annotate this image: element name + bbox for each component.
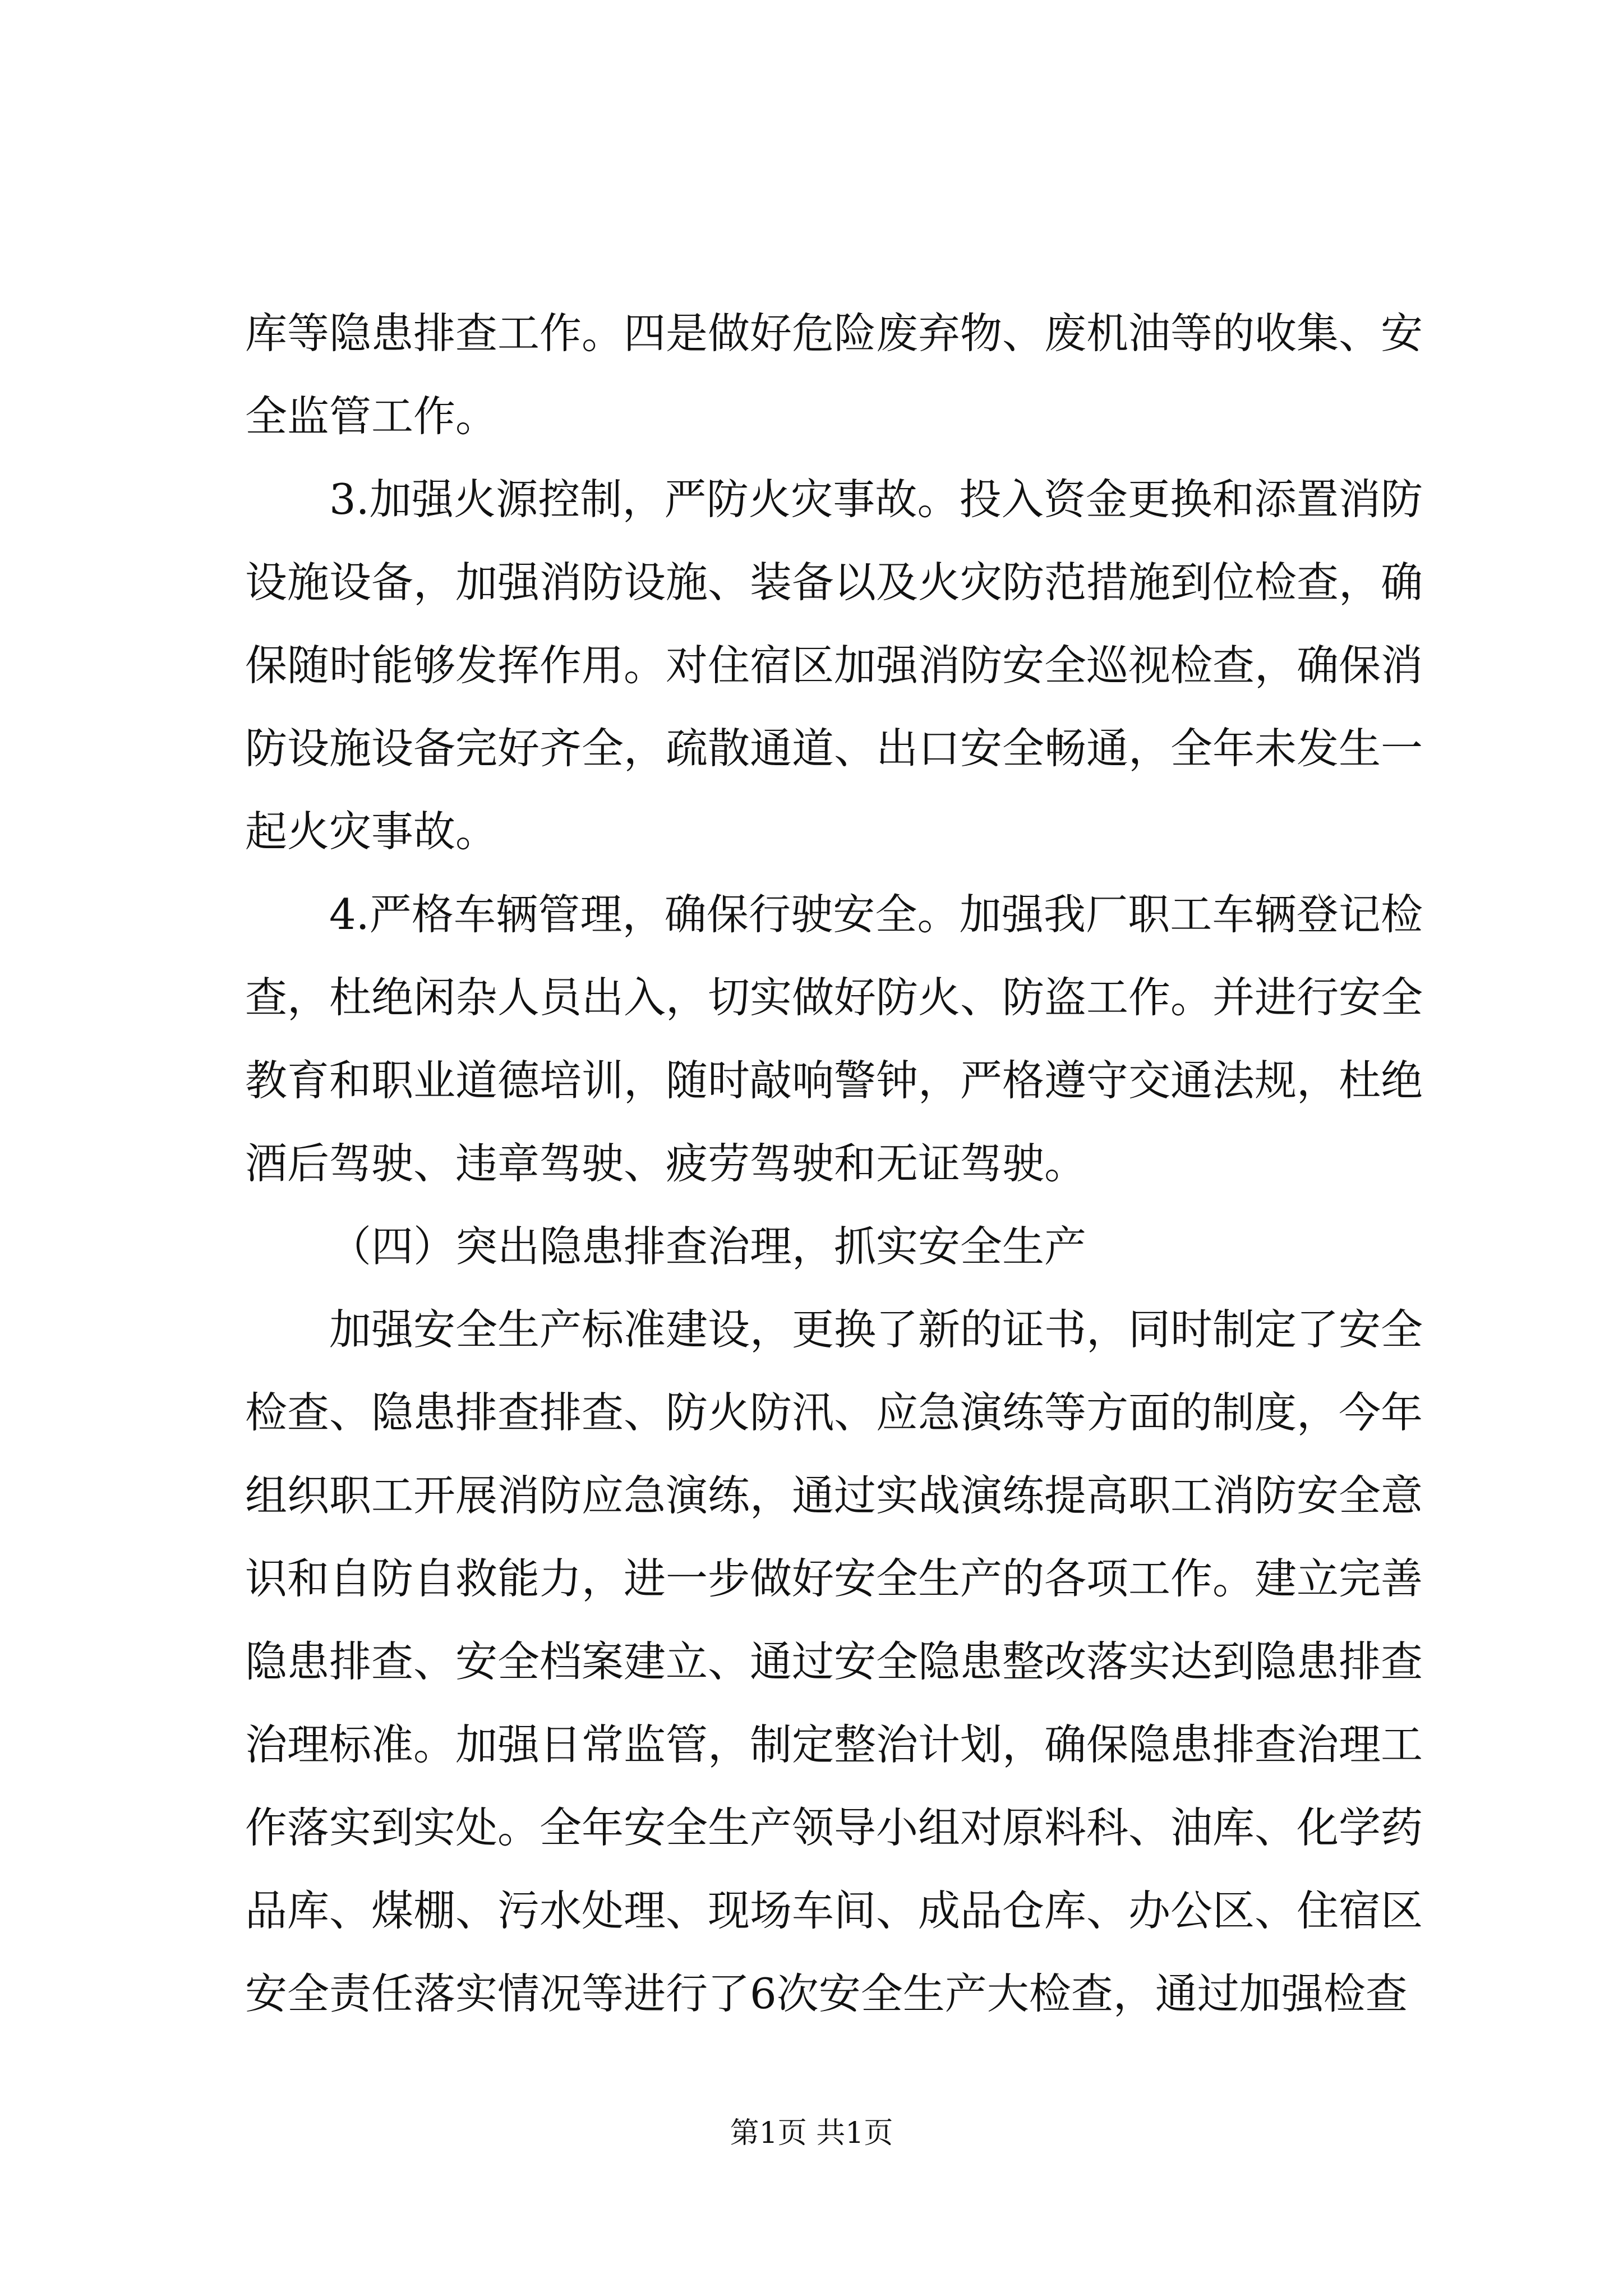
section-heading: （四）突出隐患排查治理，抓实安全生产 — [329, 1222, 1087, 1271]
paragraph-hazard-inspection: 加强安全生产标准建设，更换了新的证书，同时制定了安全检查、隐患排查排查、防火防汛、应急演练等方面的制度，今年组织职工开展消防应急演练，通过实战演练提高职工消防安全意识和自防自救能力，进一步做好安全生产的各项工作。建立完善隐患排查、安全档案建立、通过安全隐患整改落实达到隐患排查治理标准。加强日常监管，制定整治计划，确保隐患排查治理工作落实到实处。全年安全生产领导小组对原料科、油库、化学药品库、煤棚、污水处理、现场车间、成品仓库、办公区、住宿区安全责任落实情况等进行了6次安全生产大检查，通过加强检查 — [245, 1305, 1423, 2018]
paragraph-continuation: 库等隐患排查工作。四是做好危险废弃物、废机油等的收集、安全监管工作。 — [245, 309, 1423, 441]
page-footer: 第1页 共1页 — [730, 2116, 893, 2150]
document-body — [245, 292, 1423, 2035]
paragraph-vehicle-management: 4.严格车辆管理，确保行驶安全。加强我厂职工车辆登记检查，杜绝闲杂人员出入，切实做好防火、防盗工作。并进行安全教育和职业道德培训，随时敲响警钟，严格遵守交通法规，杜绝酒后驾驶、违章驾驶、疲劳驾驶和无证驾驶。 — [245, 890, 1423, 1188]
paragraph-fire-control: 3.加强火源控制，严防火灾事故。投入资金更换和添置消防设施设备，加强消防设施、装备以及火灾防范措施到位检查，确保随时能够发挥作用。对住宿区加强消防安全巡视检查，确保消防设施设备完好齐全，疏散通道、出口安全畅通，全年未发生一起火灾事故。 — [245, 475, 1423, 856]
